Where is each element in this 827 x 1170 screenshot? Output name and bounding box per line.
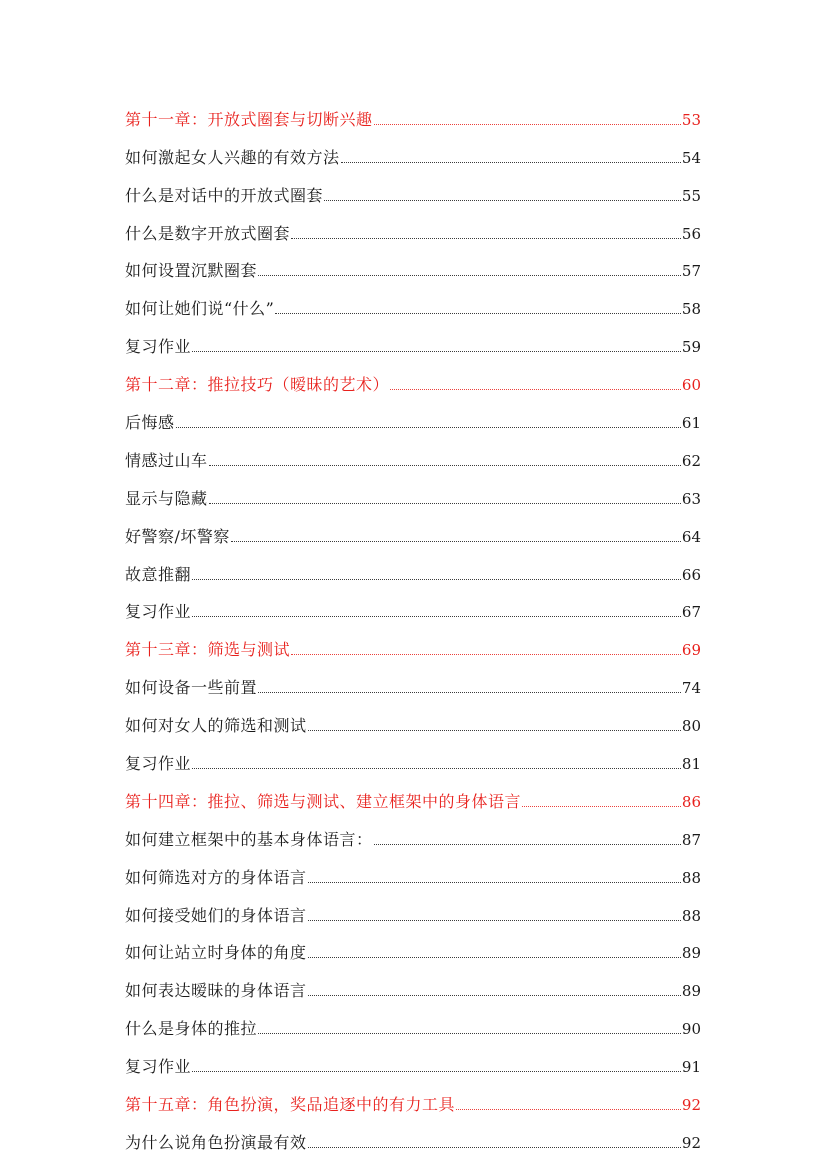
toc-section-entry[interactable]: [125, 206, 701, 244]
toc-entry-title: 如何接受她们的身体语言: [125, 905, 307, 925]
dot-leader: [192, 616, 681, 617]
toc-section-entry[interactable]: [125, 547, 701, 585]
toc-page-number: 89: [681, 944, 701, 963]
toc-page-number: 80: [681, 717, 701, 736]
toc-section-entry[interactable]: [125, 888, 701, 926]
toc-page-number: 60: [681, 376, 701, 395]
toc-entry-title: 后悔感: [125, 413, 175, 433]
toc-page-number: 91: [681, 1058, 701, 1077]
toc-page-number: 54: [681, 148, 701, 167]
toc-entry-title: 什么是数字开放式圈套: [125, 223, 291, 243]
toc-chapter-entry[interactable]: [125, 357, 701, 395]
dot-leader: [209, 503, 681, 504]
table-of-contents: [125, 92, 701, 1153]
dot-leader: [324, 200, 681, 201]
toc-page-number: 86: [681, 792, 701, 811]
toc-section-entry[interactable]: [125, 1001, 701, 1039]
toc-page-number: 62: [681, 451, 701, 470]
dot-leader: [258, 692, 681, 693]
toc-section-entry[interactable]: [125, 812, 701, 850]
toc-entry-title: 复习作业: [125, 754, 192, 774]
dot-leader: [209, 465, 681, 466]
dot-leader: [176, 427, 681, 428]
toc-page-number: 57: [681, 262, 701, 281]
toc-entry-title: 如何表达暧昧的身体语言: [125, 981, 307, 1001]
toc-entry-title: 什么是对话中的开放式圈套: [125, 185, 324, 205]
toc-page-number: 67: [681, 603, 701, 622]
toc-page-number: 69: [681, 641, 701, 660]
toc-entry-title: 如何让站立时身体的角度: [125, 943, 307, 963]
toc-page-number: 63: [681, 489, 701, 508]
toc-chapter-entry[interactable]: [125, 92, 701, 130]
toc-entry-title: 第十五章：角色扮演，奖品追逐中的有力工具: [125, 1095, 456, 1115]
dot-leader: [456, 1109, 681, 1110]
dot-leader: [231, 541, 681, 542]
toc-section-entry[interactable]: [125, 736, 701, 774]
toc-section-entry[interactable]: [125, 963, 701, 1001]
toc-page-number: 74: [681, 679, 701, 698]
toc-page-number: 81: [681, 755, 701, 774]
toc-page-number: 56: [681, 224, 701, 243]
toc-entry-title: 如何设备一些前置: [125, 678, 258, 698]
dot-leader: [258, 275, 681, 276]
toc-entry-title: 第十四章：推拉、筛选与测试、建立框架中的身体语言: [125, 791, 522, 811]
toc-entry-title: 复习作业: [125, 1057, 192, 1077]
toc-section-entry[interactable]: [125, 850, 701, 888]
toc-section-entry[interactable]: [125, 130, 701, 168]
dot-leader: [192, 579, 681, 580]
toc-section-entry[interactable]: [125, 1039, 701, 1077]
toc-entry-title: 什么是身体的推拉: [125, 1019, 258, 1039]
dot-leader: [308, 730, 681, 731]
dot-leader: [291, 654, 681, 655]
toc-page-number: 90: [681, 1020, 701, 1039]
toc-page-number: 88: [681, 868, 701, 887]
toc-section-entry[interactable]: [125, 660, 701, 698]
toc-page-number: 87: [681, 830, 701, 849]
toc-section-entry[interactable]: [125, 433, 701, 471]
toc-chapter-entry[interactable]: [125, 1077, 701, 1115]
toc-section-entry[interactable]: [125, 168, 701, 206]
toc-entry-title: 如何筛选对方的身体语言: [125, 867, 307, 887]
dot-leader: [374, 124, 681, 125]
dot-leader: [374, 844, 681, 845]
toc-page-number: 88: [681, 906, 701, 925]
dot-leader: [192, 351, 681, 352]
toc-section-entry[interactable]: [125, 319, 701, 357]
toc-entry-title: 好警察/坏警察: [125, 526, 230, 546]
toc-entry-title: 如何激起女人兴趣的有效方法: [125, 147, 340, 167]
toc-entry-title: 为什么说角色扮演最有效: [125, 1132, 307, 1152]
toc-entry-title: 如何对女人的筛选和测试: [125, 716, 307, 736]
toc-entry-title: 如何让她们说“什么”: [125, 299, 275, 319]
toc-section-entry[interactable]: [125, 585, 701, 623]
toc-entry-title: 显示与隐藏: [125, 488, 208, 508]
toc-entry-title: 情感过山车: [125, 450, 208, 470]
toc-entry-title: 复习作业: [125, 337, 192, 357]
toc-page-number: 64: [681, 527, 701, 546]
toc-page-number: 92: [681, 1133, 701, 1152]
toc-page-number: 59: [681, 338, 701, 357]
dot-leader: [341, 162, 681, 163]
toc-section-entry[interactable]: [125, 395, 701, 433]
toc-section-entry[interactable]: [125, 1115, 701, 1153]
dot-leader: [308, 1147, 681, 1148]
dot-leader: [522, 806, 681, 807]
toc-section-entry[interactable]: [125, 926, 701, 964]
toc-page-number: 66: [681, 565, 701, 584]
dot-leader: [291, 238, 681, 239]
dot-leader: [258, 1033, 681, 1034]
toc-chapter-entry[interactable]: [125, 622, 701, 660]
dot-leader: [308, 920, 681, 921]
toc-page-number: 55: [681, 186, 701, 205]
toc-page-number: 92: [681, 1096, 701, 1115]
toc-page-number: 53: [681, 110, 701, 129]
toc-section-entry[interactable]: [125, 509, 701, 547]
toc-section-entry[interactable]: [125, 698, 701, 736]
dot-leader: [275, 313, 681, 314]
toc-page-number: 58: [681, 300, 701, 319]
dot-leader: [308, 957, 681, 958]
dot-leader: [308, 995, 681, 996]
toc-entry-title: 如何设置沉默圈套: [125, 261, 258, 281]
toc-entry-title: 第十三章：筛选与测试: [125, 640, 291, 660]
toc-entry-title: 故意推翻: [125, 564, 192, 584]
toc-section-entry[interactable]: [125, 471, 701, 509]
toc-chapter-entry[interactable]: [125, 774, 701, 812]
dot-leader: [192, 768, 681, 769]
toc-page-number: 61: [681, 414, 701, 433]
toc-entry-title: 复习作业: [125, 602, 192, 622]
toc-entry-title: 第十二章：推拉技巧（暧昧的艺术）: [125, 375, 390, 395]
dot-leader: [308, 882, 681, 883]
toc-entry-title: 如何建立框架中的基本身体语言：: [125, 829, 373, 849]
toc-entry-title: 第十一章：开放式圈套与切断兴趣: [125, 109, 373, 129]
toc-page-number: 89: [681, 982, 701, 1001]
toc-section-entry[interactable]: [125, 281, 701, 319]
toc-section-entry[interactable]: [125, 244, 701, 282]
dot-leader: [192, 1071, 681, 1072]
dot-leader: [390, 389, 681, 390]
